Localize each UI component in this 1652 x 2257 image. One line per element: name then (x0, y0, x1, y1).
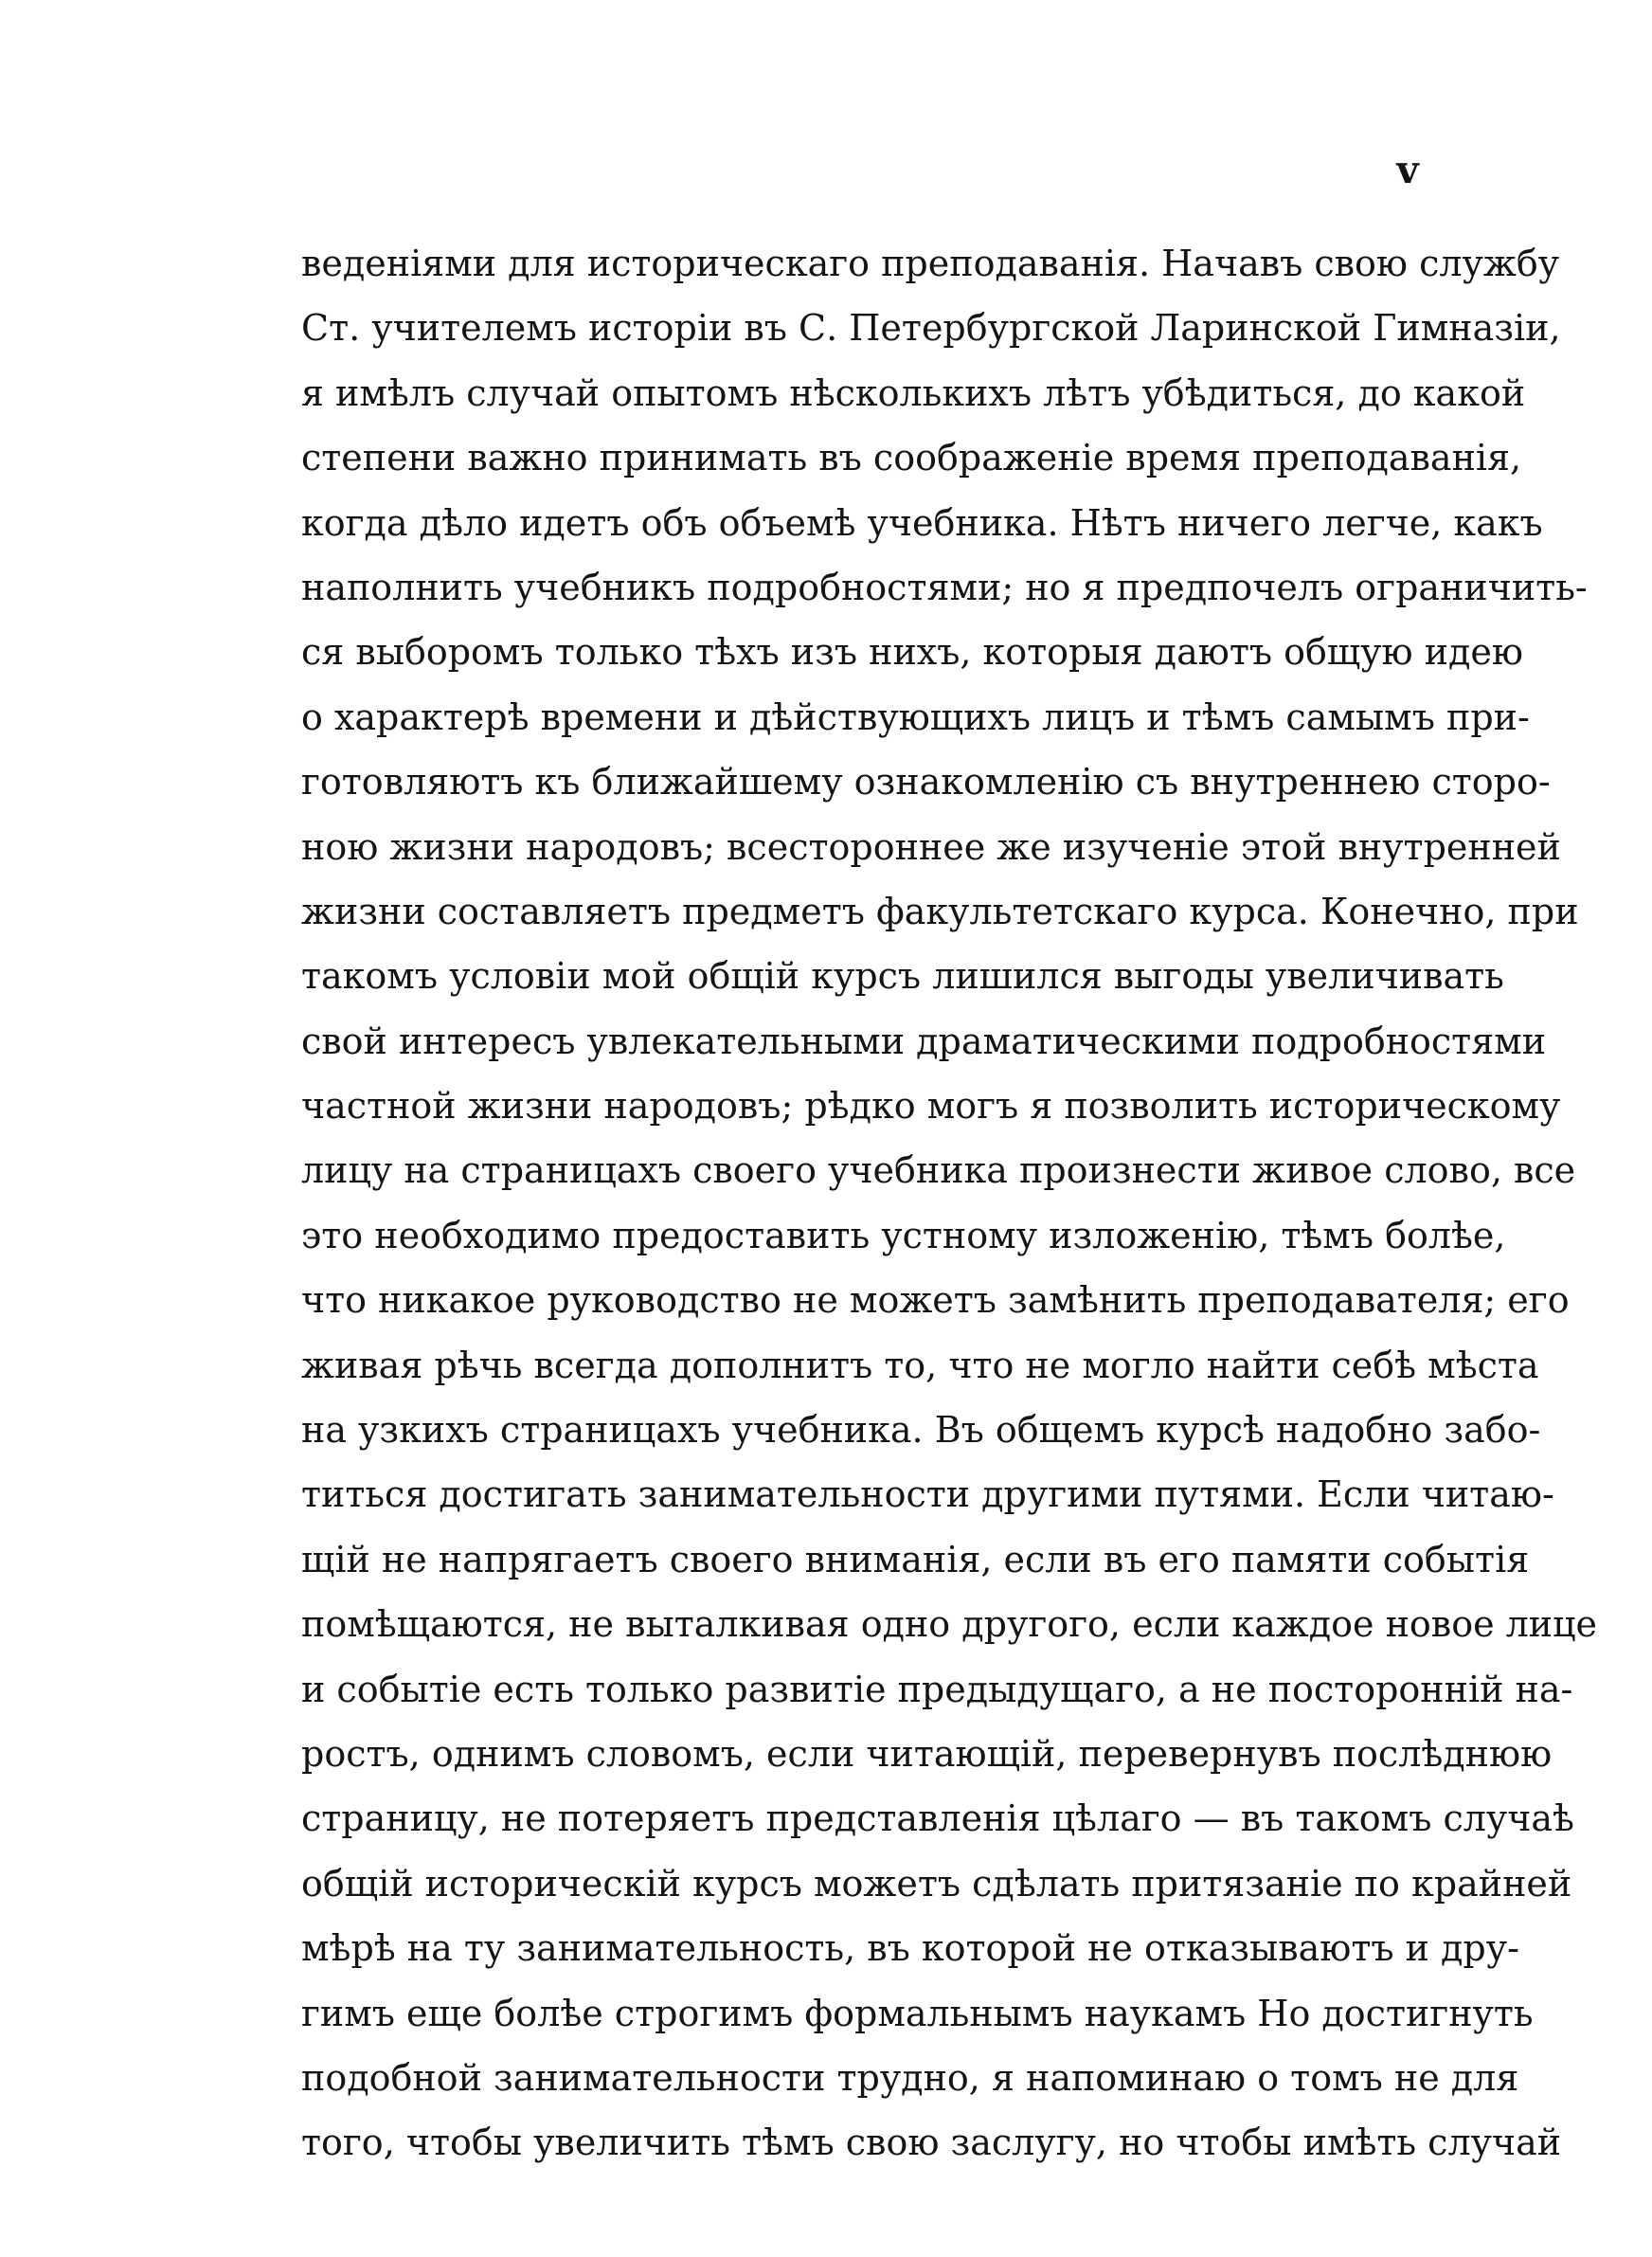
text-line: ростъ, однимъ словомъ, если читающій, перевернувъ послѣднюю (301, 1732, 1553, 1775)
text-line: ся выборомъ только тѣхъ изъ нихъ, которыя даютъ общую идею (301, 631, 1523, 674)
text-line: это необходимо предоставить устному изложенію, тѣмъ болѣе, (301, 1214, 1506, 1256)
text-line: помѣщаются, не выталкивая одно другого, если каждое новое лице (301, 1603, 1598, 1646)
text-line: лицу на страницахъ своего учебника произнести живое слово, все (301, 1149, 1576, 1192)
text-line: на узкихъ страницахъ учебника. Въ общемъ курсѣ надобно забо- (301, 1409, 1541, 1452)
text-line: что никакое руководство не можетъ замѣнить преподавателя; его (301, 1279, 1570, 1322)
text-line: жизни составляетъ предметъ факультетскаго курса. Конечно, при (301, 890, 1579, 932)
text-line: страницу, не потеряетъ представленія цѣлаго — въ такомъ случаѣ (301, 1797, 1574, 1840)
text-line: гимъ еще болѣе строгимъ формальнымъ наукамъ Но достигнуть (301, 1992, 1534, 2034)
text-line: свой интересъ увлекательными драматическими подробностями (301, 1020, 1547, 1062)
text-line: щій не напрягаетъ своего вниманія, если въ его памяти событія (301, 1538, 1530, 1580)
text-line: веденіями для историческаго преподаванія. Начавъ свою службу (301, 243, 1560, 284)
text-line: частной жизни народовъ; рѣдко могъ я позволить историческому (301, 1085, 1561, 1128)
page-number: v (1396, 148, 1419, 192)
text-line: я имѣлъ случай опытомъ нѣсколькихъ лѣтъ убѣдиться, до какой (301, 371, 1526, 414)
body-text (301, 231, 1598, 2176)
text-line: Ст. учителемъ исторіи въ С. Петербургской Ларинской Гимназіи, (301, 307, 1561, 350)
text-line: подобной занимательности трудно, я напоминаю о томъ не для (301, 2056, 1519, 2099)
text-line: титься достигать занимательности другими путями. Если читаю- (301, 1473, 1554, 1516)
text-line: мѣрѣ на ту занимательность, въ которой не отказываютъ и дру- (301, 1927, 1519, 1970)
text-line: когда дѣло идетъ объ объемѣ учебника. Нѣтъ ничего легче, какъ (301, 501, 1543, 544)
text-line: ною жизни народовъ; всестороннее же изученіе этой внутренней (301, 825, 1561, 868)
text-line: наполнить учебникъ подробностями; но я предпочелъ ограничить- (301, 566, 1588, 608)
text-line: того, чтобы увеличить тѣмъ свою заслугу, но чтобы имѣть случай (301, 2122, 1562, 2164)
text-line: и событіе есть только развитіе предыдущаго, а не посторонній на- (301, 1668, 1573, 1710)
text-line: степени важно принимать въ соображеніе время преподаванія, (301, 437, 1522, 479)
text-line: о характерѣ времени и дѣйствующихъ лицъ и тѣмъ самымъ при- (301, 695, 1530, 738)
text-line: готовляютъ къ ближайшему ознакомленію съ внутреннею сторо- (301, 761, 1551, 803)
text-line: общій историческій курсъ можетъ сдѣлать притязаніе по крайней (301, 1862, 1572, 1905)
text-line: такомъ условіи мой общій курсъ лишился выгоды увеличивать (301, 955, 1504, 998)
text-line: живая рѣчь всегда дополнитъ то, что не могло найти себѣ мѣста (301, 1344, 1539, 1386)
